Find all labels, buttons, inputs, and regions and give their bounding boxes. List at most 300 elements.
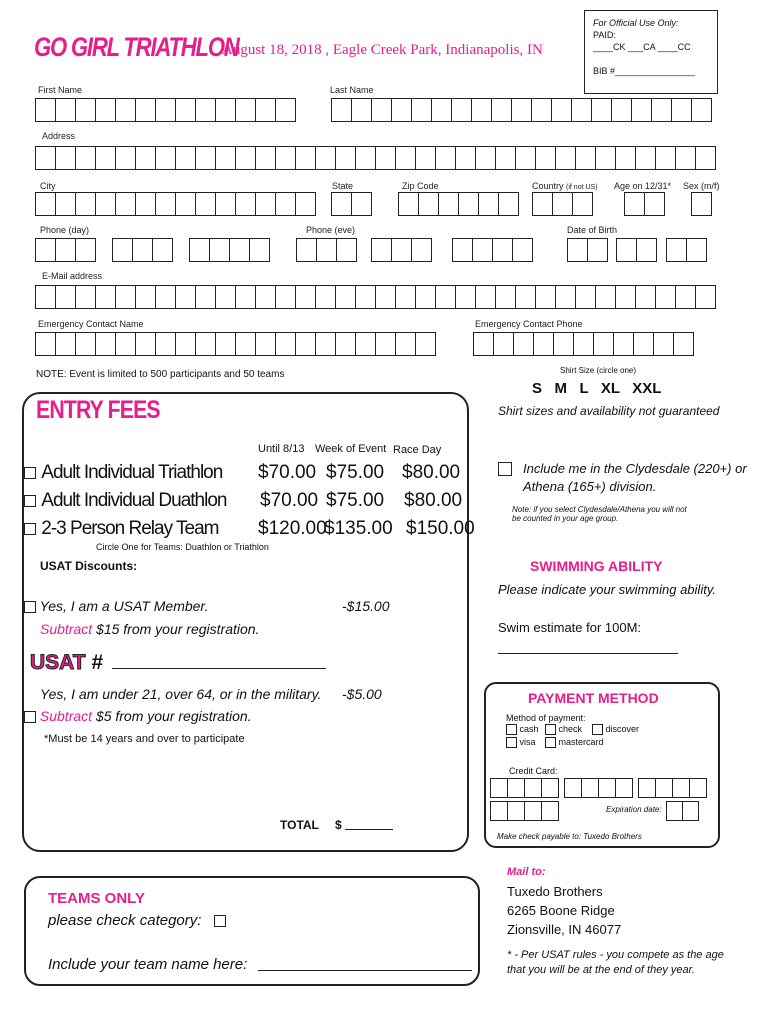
input-cell[interactable]	[598, 778, 616, 798]
input-cell[interactable]	[95, 192, 116, 216]
input-cell[interactable]	[135, 332, 156, 356]
age-label: Age on 12/31*	[614, 181, 672, 191]
input-cell[interactable]	[551, 98, 572, 122]
input-cell[interactable]	[175, 332, 196, 356]
input-cell[interactable]	[666, 238, 687, 262]
input-cell[interactable]	[115, 285, 136, 309]
fee-row[interactable]	[24, 490, 226, 512]
expiration-field[interactable]	[666, 801, 698, 821]
input-cell[interactable]	[315, 146, 336, 170]
email-label: E-Mail address	[42, 271, 103, 281]
input-cell[interactable]	[552, 192, 573, 216]
input-cell[interactable]	[355, 146, 376, 170]
input-cell[interactable]	[635, 285, 656, 309]
swim-estimate-label: Swim estimate for 100M:	[498, 620, 642, 635]
input-cell[interactable]	[189, 238, 210, 262]
input-cell[interactable]	[255, 285, 276, 309]
input-cell[interactable]	[55, 332, 76, 356]
input-cell[interactable]	[651, 98, 672, 122]
input-cell[interactable]	[295, 285, 316, 309]
input-cell[interactable]	[541, 778, 559, 798]
input-cell[interactable]	[35, 238, 56, 262]
input-cell[interactable]	[644, 192, 665, 216]
input-cell[interactable]	[235, 192, 256, 216]
input-cell[interactable]	[255, 146, 276, 170]
input-cell[interactable]	[635, 146, 656, 170]
input-cell[interactable]	[35, 146, 56, 170]
input-cell[interactable]	[613, 332, 634, 356]
input-cell[interactable]	[507, 778, 525, 798]
phone-eve-line[interactable]	[452, 238, 532, 262]
input-cell[interactable]	[511, 98, 532, 122]
input-cell[interactable]	[616, 238, 637, 262]
teams-category[interactable]	[48, 912, 226, 929]
input-cell[interactable]	[495, 285, 516, 309]
mail-line-2: 6265 Boone Ridge	[507, 903, 615, 918]
usat-number-line[interactable]	[112, 668, 326, 669]
input-cell[interactable]	[335, 285, 356, 309]
mastercard-label: mastercard	[558, 737, 604, 747]
input-cell[interactable]	[655, 285, 676, 309]
input-cell[interactable]	[335, 332, 356, 356]
input-cell[interactable]	[336, 238, 357, 262]
input-cell[interactable]	[195, 192, 216, 216]
clydesdale-checkbox[interactable]	[498, 460, 512, 478]
input-cell[interactable]	[175, 98, 196, 122]
mail-line-3: Zionsville, IN 46077	[507, 922, 622, 937]
expiration-label: Expiration date:	[606, 805, 662, 814]
input-cell[interactable]	[235, 332, 256, 356]
credit-card-field-last[interactable]	[490, 801, 558, 821]
input-cell[interactable]	[655, 778, 673, 798]
dob-year[interactable]	[666, 238, 706, 262]
fee-row[interactable]	[24, 518, 218, 540]
country-field[interactable]	[532, 192, 592, 216]
input-cell[interactable]	[95, 146, 116, 170]
input-cell[interactable]	[615, 285, 636, 309]
subtract-word: Subtract	[40, 621, 93, 637]
input-cell[interactable]	[455, 285, 476, 309]
input-cell[interactable]	[391, 98, 412, 122]
input-cell[interactable]	[471, 98, 492, 122]
official-title: For Official Use Only:	[593, 18, 679, 28]
payment-method-label: Method of payment:	[506, 713, 586, 723]
input-cell[interactable]	[524, 778, 542, 798]
input-cell[interactable]	[95, 285, 116, 309]
check-label: check	[558, 724, 583, 734]
payment-option-visa[interactable]	[506, 737, 536, 748]
input-cell[interactable]	[355, 332, 376, 356]
input-cell[interactable]	[75, 98, 96, 122]
teams-category-checkbox[interactable]	[214, 915, 226, 927]
input-cell[interactable]	[555, 146, 576, 170]
input-cell[interactable]	[591, 98, 612, 122]
input-cell[interactable]	[691, 192, 712, 216]
input-cell[interactable]	[587, 238, 608, 262]
input-cell[interactable]	[515, 285, 536, 309]
input-cell[interactable]	[533, 332, 554, 356]
official-ck: ____CK	[593, 42, 626, 52]
input-cell[interactable]	[75, 146, 96, 170]
input-cell[interactable]	[452, 238, 473, 262]
input-cell[interactable]	[55, 192, 76, 216]
input-cell[interactable]	[175, 192, 196, 216]
input-cell[interactable]	[671, 98, 692, 122]
input-cell[interactable]	[490, 801, 508, 821]
official-bib: BIB #________________	[593, 66, 696, 76]
input-cell[interactable]	[675, 146, 696, 170]
payment-option-check[interactable]	[545, 724, 582, 735]
input-cell[interactable]	[581, 778, 599, 798]
input-cell[interactable]	[531, 98, 552, 122]
input-cell[interactable]	[115, 146, 136, 170]
payment-option-discover[interactable]	[592, 724, 639, 735]
last-name-field[interactable]	[331, 98, 711, 122]
input-cell[interactable]	[195, 146, 216, 170]
shirt-note: Shirt sizes and availability not guaranteed	[498, 404, 720, 418]
input-cell[interactable]	[638, 778, 656, 798]
input-cell[interactable]	[395, 146, 416, 170]
input-cell[interactable]	[95, 332, 116, 356]
swimming-title: SWIMMING ABILITY	[530, 558, 663, 574]
state-field[interactable]	[331, 192, 371, 216]
input-cell[interactable]	[512, 238, 533, 262]
country-label	[532, 181, 598, 191]
input-cell[interactable]	[478, 192, 499, 216]
input-cell[interactable]	[411, 238, 432, 262]
input-cell[interactable]	[152, 238, 173, 262]
input-cell[interactable]	[155, 98, 176, 122]
input-cell[interactable]	[624, 192, 645, 216]
payable-note: Make check payable to: Tuxedo Brothers	[497, 832, 642, 841]
input-cell[interactable]	[515, 146, 536, 170]
input-cell[interactable]	[315, 285, 336, 309]
input-cell[interactable]	[75, 332, 96, 356]
input-cell[interactable]	[691, 98, 712, 122]
input-cell[interactable]	[458, 192, 479, 216]
input-cell[interactable]	[435, 146, 456, 170]
total-line[interactable]	[345, 829, 393, 830]
input-cell[interactable]	[95, 98, 116, 122]
input-cell[interactable]	[571, 98, 592, 122]
usat-member-subtract	[40, 621, 259, 637]
input-cell[interactable]	[653, 332, 674, 356]
credit-card-field[interactable]	[490, 778, 706, 798]
input-cell[interactable]	[633, 332, 654, 356]
fee-name: Adult Individual Duathlon	[41, 490, 227, 511]
input-cell[interactable]	[195, 332, 216, 356]
sex-field[interactable]	[691, 192, 711, 216]
input-cell[interactable]	[524, 801, 542, 821]
input-cell[interactable]	[275, 146, 296, 170]
input-cell[interactable]	[255, 332, 276, 356]
fee-price-until: $120.00	[258, 518, 327, 539]
emergency-name-field[interactable]	[35, 332, 435, 356]
input-cell[interactable]	[395, 332, 416, 356]
input-cell[interactable]	[492, 238, 513, 262]
payment-option-cash[interactable]	[506, 724, 539, 735]
usat-word: USAT	[30, 651, 86, 674]
phone-day-prefix[interactable]	[112, 238, 172, 262]
dob-day[interactable]	[616, 238, 656, 262]
fee-checkbox[interactable]	[24, 467, 36, 479]
input-cell[interactable]	[532, 192, 553, 216]
input-cell[interactable]	[75, 192, 96, 216]
entry-fees-title: ENTRY FEES	[36, 396, 160, 424]
input-cell[interactable]	[498, 192, 519, 216]
input-cell[interactable]	[215, 332, 236, 356]
under21-option[interactable]	[24, 708, 252, 724]
input-cell[interactable]	[541, 801, 559, 821]
input-cell[interactable]	[636, 238, 657, 262]
input-cell[interactable]	[615, 778, 633, 798]
input-cell[interactable]	[75, 238, 96, 262]
input-cell[interactable]	[398, 192, 419, 216]
input-cell[interactable]	[431, 98, 452, 122]
input-cell[interactable]	[572, 192, 593, 216]
usat-member-option[interactable]	[24, 598, 208, 614]
phone-eve-area[interactable]	[296, 238, 356, 262]
teams-category-text: please check category:	[48, 912, 202, 929]
input-cell[interactable]	[215, 98, 236, 122]
input-cell[interactable]	[513, 332, 534, 356]
input-cell[interactable]	[686, 238, 707, 262]
usat-number-label	[30, 651, 103, 675]
input-cell[interactable]	[351, 98, 372, 122]
mail-address	[507, 882, 621, 939]
phone-day-area[interactable]	[35, 238, 95, 262]
input-cell[interactable]	[395, 285, 416, 309]
circle-one-note: Circle One for Teams: Duathlon or Triathlon	[96, 542, 269, 552]
input-cell[interactable]	[375, 285, 396, 309]
input-cell[interactable]	[553, 332, 574, 356]
input-cell[interactable]	[666, 801, 683, 821]
input-cell[interactable]	[115, 332, 136, 356]
input-cell[interactable]	[215, 146, 236, 170]
input-cell[interactable]	[673, 332, 694, 356]
input-cell[interactable]	[438, 192, 459, 216]
clydesdale-text: Include me in the Clydesdale (220+) or Athena (165+) division.	[523, 461, 747, 494]
input-cell[interactable]	[229, 238, 250, 262]
input-cell[interactable]	[175, 285, 196, 309]
input-cell[interactable]	[316, 238, 337, 262]
first-name-field[interactable]	[35, 98, 295, 122]
input-cell[interactable]	[35, 285, 56, 309]
zip-field[interactable]	[398, 192, 518, 216]
input-cell[interactable]	[491, 98, 512, 122]
input-cell[interactable]	[631, 98, 652, 122]
input-cell[interactable]	[418, 192, 439, 216]
input-cell[interactable]	[135, 285, 156, 309]
input-cell[interactable]	[275, 285, 296, 309]
col-until: Until 8/13	[258, 443, 305, 455]
swimming-prompt: Please indicate your swimming ability.	[498, 582, 716, 597]
input-cell[interactable]	[135, 98, 156, 122]
fee-name: Adult Individual Triathlon	[41, 462, 223, 483]
credit-card-label: Credit Card:	[509, 766, 558, 776]
input-cell[interactable]	[155, 192, 176, 216]
swim-estimate-line[interactable]	[498, 653, 678, 654]
input-cell[interactable]	[235, 146, 256, 170]
input-cell[interactable]	[689, 778, 707, 798]
official-paid: PAID:	[593, 30, 616, 40]
fee-price-week: $135.00	[324, 518, 393, 539]
payment-title: PAYMENT METHOD	[528, 690, 659, 706]
input-cell[interactable]	[135, 146, 156, 170]
fee-price-until: $70.00	[258, 462, 317, 483]
email-field[interactable]	[35, 285, 715, 309]
input-cell[interactable]	[564, 778, 582, 798]
fee-row[interactable]	[24, 462, 222, 484]
input-cell[interactable]	[255, 192, 276, 216]
sex-label: Sex (m/f)	[683, 181, 720, 191]
input-cell[interactable]	[35, 192, 56, 216]
input-cell[interactable]	[575, 146, 596, 170]
input-cell[interactable]	[255, 98, 276, 122]
fee-name: 2-3 Person Relay Team	[41, 518, 219, 539]
input-cell[interactable]	[155, 285, 176, 309]
input-cell[interactable]	[535, 146, 556, 170]
city-label: City	[40, 181, 56, 191]
input-cell[interactable]	[493, 332, 514, 356]
input-cell[interactable]	[615, 146, 636, 170]
input-cell[interactable]	[112, 238, 133, 262]
input-cell[interactable]	[215, 192, 236, 216]
input-cell[interactable]	[415, 146, 436, 170]
fee-price-raceday: $80.00	[404, 490, 463, 511]
input-cell[interactable]	[573, 332, 594, 356]
state-label: State	[332, 181, 354, 191]
event-limit-note: NOTE: Event is limited to 500 participants and 50 teams	[36, 369, 285, 380]
phone-eve-label: Phone (eve)	[306, 225, 356, 235]
input-cell[interactable]	[215, 285, 236, 309]
input-cell[interactable]	[451, 98, 472, 122]
address-label: Address	[42, 131, 76, 141]
input-cell[interactable]	[375, 332, 396, 356]
event-title: GO GIRL TRIATHLON	[34, 32, 239, 62]
input-cell[interactable]	[209, 238, 230, 262]
input-cell[interactable]	[415, 332, 436, 356]
input-cell[interactable]	[275, 192, 296, 216]
input-cell[interactable]	[331, 98, 352, 122]
input-cell[interactable]	[473, 332, 494, 356]
input-cell[interactable]	[295, 192, 316, 216]
input-cell[interactable]	[135, 192, 156, 216]
fee-checkbox[interactable]	[24, 523, 36, 535]
input-cell[interactable]	[351, 192, 372, 216]
input-cell[interactable]	[415, 285, 436, 309]
age-requirement-note: *Must be 14 years and over to participate	[44, 733, 245, 745]
input-cell[interactable]	[195, 98, 216, 122]
input-cell[interactable]	[675, 285, 696, 309]
age-field[interactable]	[624, 192, 664, 216]
input-cell[interactable]	[115, 98, 136, 122]
input-cell[interactable]	[315, 332, 336, 356]
input-cell[interactable]	[175, 146, 196, 170]
usat-member-checkbox[interactable]	[24, 601, 36, 613]
input-cell[interactable]	[132, 238, 153, 262]
input-cell[interactable]	[35, 332, 56, 356]
team-name-line[interactable]	[258, 970, 472, 971]
input-cell[interactable]	[331, 192, 352, 216]
input-cell[interactable]	[475, 146, 496, 170]
input-cell[interactable]	[695, 146, 716, 170]
input-cell[interactable]	[75, 285, 96, 309]
input-cell[interactable]	[435, 285, 456, 309]
address-field[interactable]	[35, 146, 715, 170]
under21-checkbox[interactable]	[24, 711, 36, 723]
input-cell[interactable]	[682, 801, 699, 821]
input-cell[interactable]	[371, 238, 392, 262]
input-cell[interactable]	[595, 146, 616, 170]
dob-label: Date of Birth	[567, 225, 618, 235]
input-cell[interactable]	[535, 285, 556, 309]
input-cell[interactable]	[55, 285, 76, 309]
input-cell[interactable]	[275, 98, 296, 122]
input-cell[interactable]	[611, 98, 632, 122]
fee-price-week: $75.00	[326, 462, 385, 483]
input-cell[interactable]	[375, 146, 396, 170]
input-cell[interactable]	[595, 285, 616, 309]
input-cell[interactable]	[115, 192, 136, 216]
input-cell[interactable]	[490, 778, 508, 798]
input-cell[interactable]	[55, 98, 76, 122]
input-cell[interactable]	[195, 285, 216, 309]
input-cell[interactable]	[472, 238, 493, 262]
input-cell[interactable]	[391, 238, 412, 262]
input-cell[interactable]	[455, 146, 476, 170]
input-cell[interactable]	[655, 146, 676, 170]
input-cell[interactable]	[355, 285, 376, 309]
phone-day-label: Phone (day)	[40, 225, 90, 235]
input-cell[interactable]	[249, 238, 270, 262]
input-cell[interactable]	[235, 285, 256, 309]
input-cell[interactable]	[411, 98, 432, 122]
dob-month[interactable]	[567, 238, 607, 262]
input-cell[interactable]	[55, 146, 76, 170]
input-cell[interactable]	[672, 778, 690, 798]
input-cell[interactable]	[295, 146, 316, 170]
input-cell[interactable]	[155, 146, 176, 170]
input-cell[interactable]	[371, 98, 392, 122]
input-cell[interactable]	[475, 285, 496, 309]
emergency-phone-field[interactable]	[473, 332, 693, 356]
country-note: (if not US)	[566, 184, 598, 191]
input-cell[interactable]	[567, 238, 588, 262]
input-cell[interactable]	[335, 146, 356, 170]
input-cell[interactable]	[155, 332, 176, 356]
input-cell[interactable]	[35, 98, 56, 122]
payment-option-mastercard[interactable]	[545, 737, 604, 748]
fee-checkbox[interactable]	[24, 495, 36, 507]
phone-day-line[interactable]	[189, 238, 269, 262]
input-cell[interactable]	[695, 285, 716, 309]
phone-eve-prefix[interactable]	[371, 238, 431, 262]
input-cell[interactable]	[55, 238, 76, 262]
col-week: Week of Event	[315, 443, 387, 455]
input-cell[interactable]	[495, 146, 516, 170]
input-cell[interactable]	[507, 801, 525, 821]
input-cell[interactable]	[296, 238, 317, 262]
input-cell[interactable]	[555, 285, 576, 309]
input-cell[interactable]	[295, 332, 316, 356]
input-cell[interactable]	[575, 285, 596, 309]
input-cell[interactable]	[235, 98, 256, 122]
city-field[interactable]	[35, 192, 315, 216]
input-cell[interactable]	[593, 332, 614, 356]
shirt-sizes[interactable]: S M L XL XXL	[532, 380, 662, 397]
input-cell[interactable]	[275, 332, 296, 356]
